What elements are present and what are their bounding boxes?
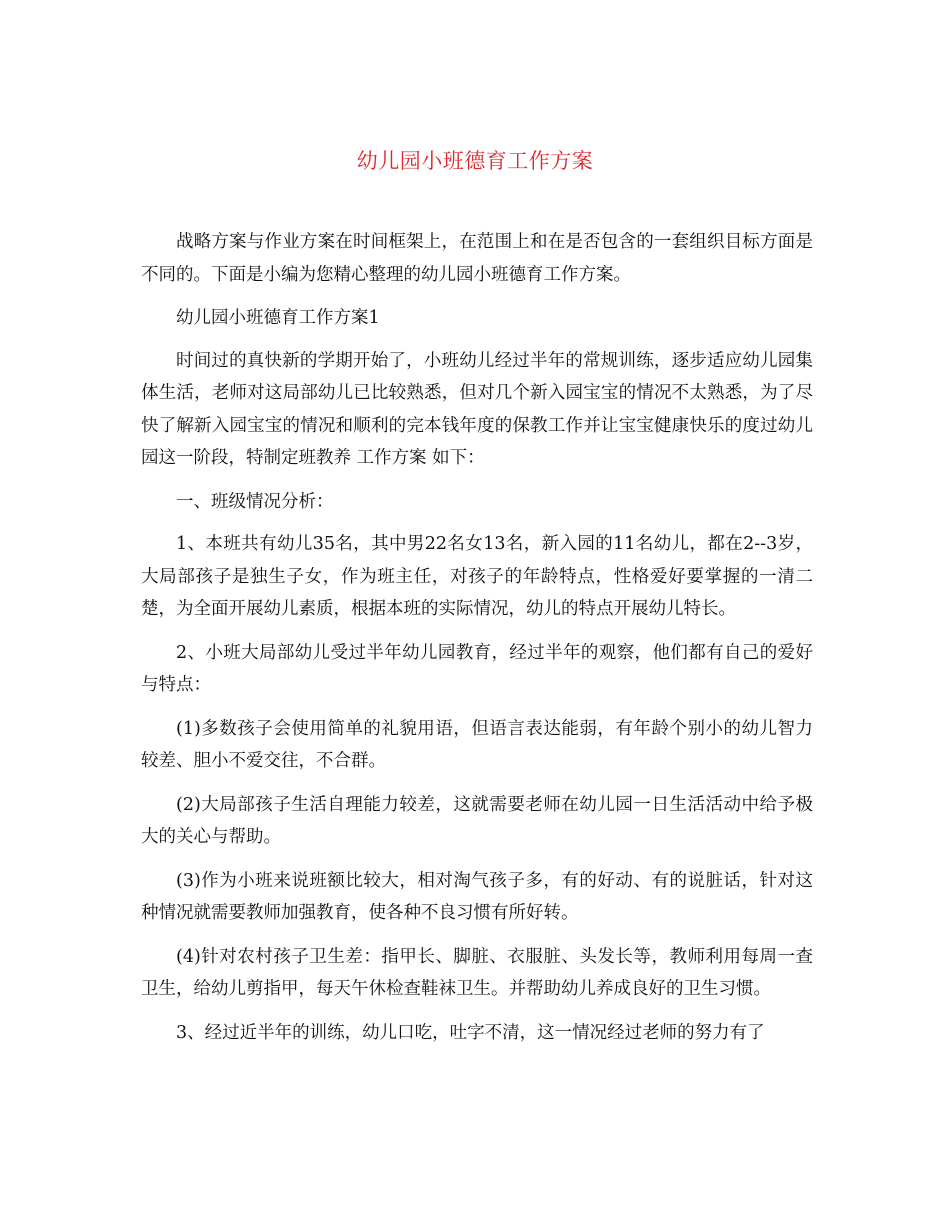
list-item-2: 2、小班大局部幼儿受过半年幼儿园教育，经过半年的观察，他们都有自己的爱好与特点：	[141, 642, 813, 695]
body-paragraph: 时间过的真快新的学期开始了，小班幼儿经过半年的常规训练，逐步适应幼儿园集体生活，老师对这局部幼儿已比较熟悉，但对几个新入园宝宝的情况不太熟悉，为了尽快了解新入园宝宝的情况和顺利的完本钱年度的保教工作并让宝宝健康快乐的度过幼儿园这一阶段，特制定班教养 工作方案 如下：	[141, 350, 813, 468]
sub-item-4: (4)针对农村孩子卫生差：指甲长、脚脏、衣服脏、头发长等，教师利用每周一查卫生，给幼儿剪指甲，每天午休检查鞋袜卫生。并帮助幼儿养成良好的卫生习惯。	[141, 946, 813, 999]
intro-paragraph: 战略方案与作业方案在时间框架上，在范围上和在是否包含的一套组织目标方面是不同的。下面是小编为您精心整理的幼儿园小班德育工作方案。	[141, 232, 813, 285]
sub-item-1: (1)多数孩子会使用简单的礼貌用语，但语言表达能弱，有年龄个别小的幼儿智力较差、胆小不爱交往，不合群。	[141, 718, 813, 771]
section-heading-class-analysis: 一、班级情况分析：	[176, 491, 334, 512]
sub-item-2: (2)大局部孩子生活自理能力较差，这就需要老师在幼儿园一日生活活动中给予极大的关心与帮助。	[141, 794, 813, 847]
list-item-1: 1、本班共有幼儿35名，其中男22名女13名，新入园的11名幼儿，都在2--3岁，大局部孩子是独生子女，作为班主任，对孩子的年龄特点，性格爱好要掌握的一清二楚，为全面开展幼儿素质，根据本班的实际情况，幼儿的特点开展幼儿特长。	[141, 534, 813, 619]
document-title: 幼儿园小班德育工作方案	[356, 149, 594, 173]
document-body	[141, 226, 813, 1060]
sub-item-3: (3)作为小班来说班额比较大，相对淘气孩子多，有的好动、有的说脏话，针对这种情况就需要教师加强教育，使各种不良习惯有所好转。	[141, 870, 813, 923]
list-item-3: 3、经过近半年的训练，幼儿口吃，吐字不清，这一情况经过老师的努力有了	[176, 1022, 765, 1043]
section-heading-plan-1: 幼儿园小班德育工作方案1	[176, 308, 380, 328]
